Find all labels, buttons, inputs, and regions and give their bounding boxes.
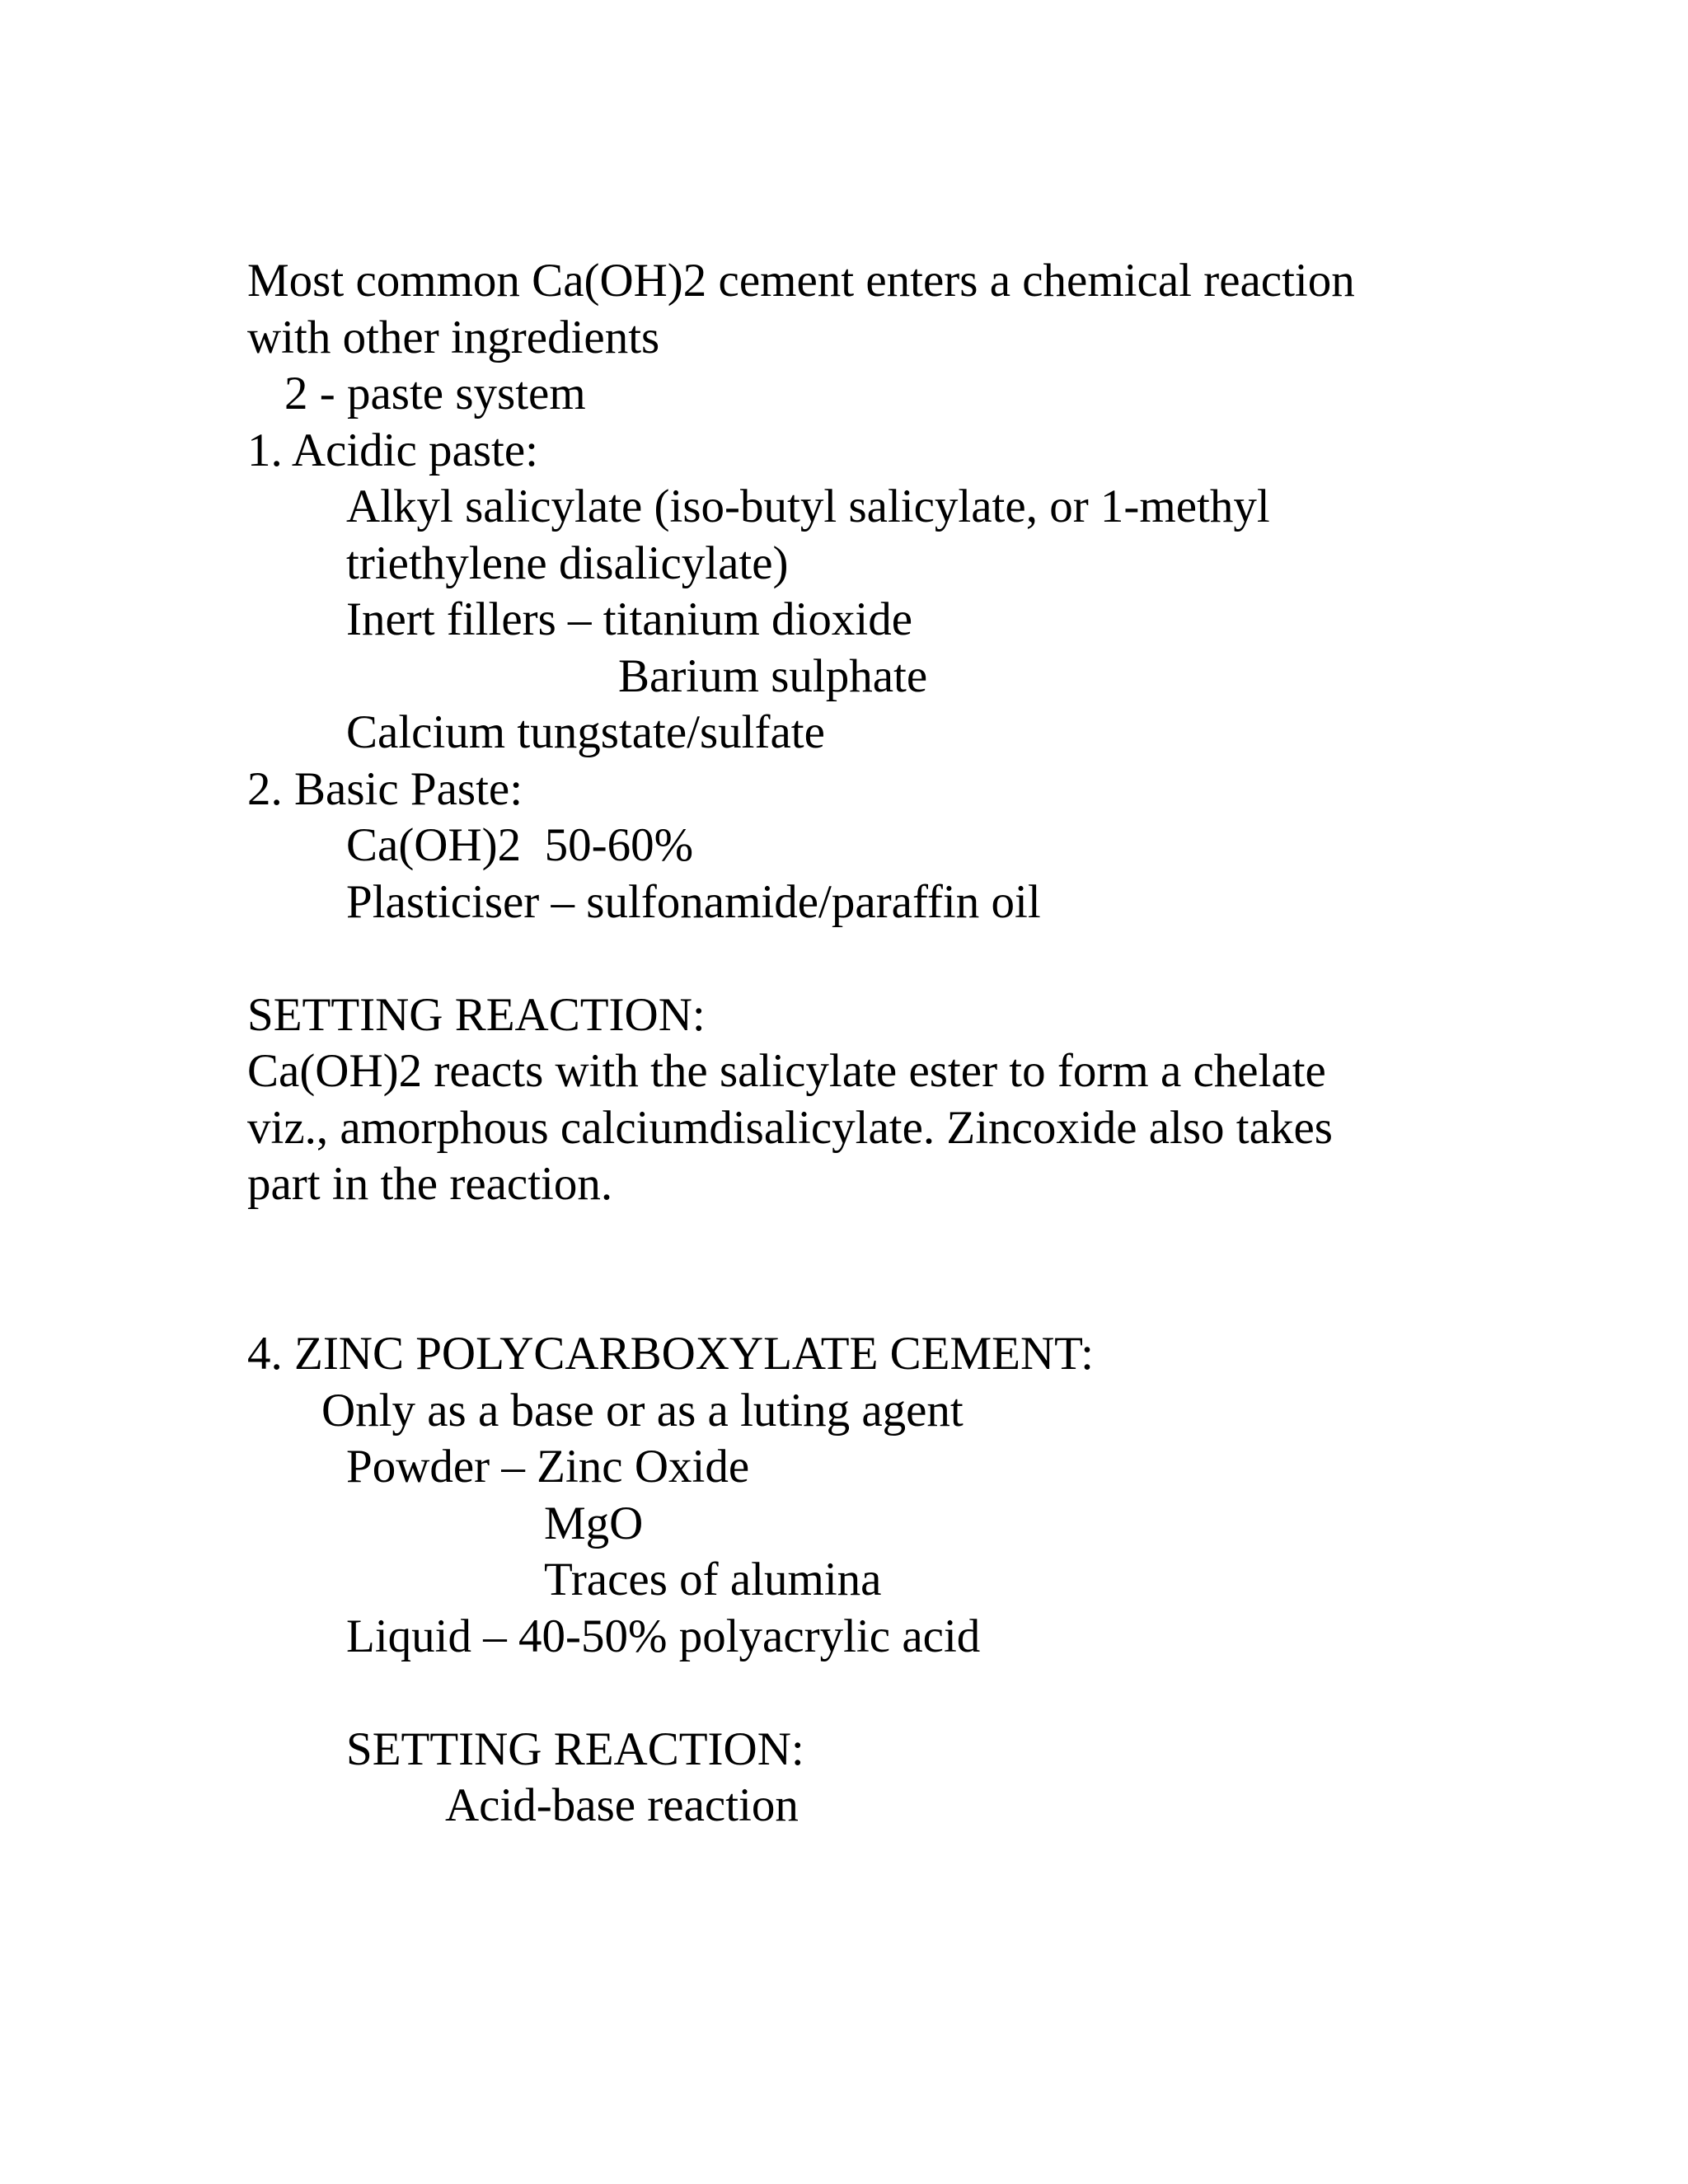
setting-reaction-line-3: part in the reaction. xyxy=(247,1158,613,1210)
acidic-paste-line-1: Alkyl salicylate (iso-butyl salicylate, or 1-methyl xyxy=(346,480,1270,532)
intro-line-1: Most common Ca(OH)2 cement enters a chemical reaction xyxy=(247,255,1355,307)
basic-paste-line-2: Plasticiser – sulfonamide/paraffin oil xyxy=(346,875,1041,928)
powder-line-2: MgO xyxy=(544,1497,644,1549)
powder-line-1: Powder – Zinc Oxide xyxy=(346,1441,750,1493)
acidic-paste-line-2: triethylene disalicylate) xyxy=(346,537,789,589)
zinc-usage-line: Only as a base or as a luting agent xyxy=(321,1384,964,1436)
zinc-setting-reaction-heading: SETTING REACTION: xyxy=(346,1722,804,1775)
basic-paste-heading: 2. Basic Paste: xyxy=(247,762,523,815)
acidic-paste-heading: 1. Acidic paste: xyxy=(247,424,538,476)
liquid-line: Liquid – 40-50% polyacrylic acid xyxy=(346,1610,981,1662)
zinc-polycarboxylate-section xyxy=(0,1326,1688,1835)
powder-line-3: Traces of alumina xyxy=(544,1554,882,1605)
acidic-paste-line-4: Barium sulphate xyxy=(618,649,928,702)
setting-reaction-line-2: viz., amorphous calciumdisalicylate. Zincoxide also takes xyxy=(247,1101,1333,1154)
zinc-polycarboxylate-heading: 4. ZINC POLYCARBOXYLATE CEMENT: xyxy=(247,1328,1094,1380)
spacer xyxy=(0,930,1688,987)
intro-line-2: with other ingredients xyxy=(247,311,660,363)
basic-paste-line-1: Ca(OH)2 50-60% xyxy=(346,819,694,871)
setting-reaction-line-1: Ca(OH)2 reacts with the salicylate ester to form a chelate xyxy=(247,1045,1326,1097)
spacer xyxy=(0,1665,1688,1722)
acidic-paste-line-5: Calcium tungstate/sulfate xyxy=(346,706,825,758)
setting-reaction-heading: SETTING REACTION: xyxy=(247,988,706,1041)
zinc-setting-reaction-line-1: Acid-base reaction xyxy=(445,1779,799,1831)
paste-system-line: 2 - paste system xyxy=(284,368,586,419)
acidic-paste-line-3: Inert fillers – titanium dioxide xyxy=(346,593,913,645)
ca-oh2-section xyxy=(0,253,1688,1213)
